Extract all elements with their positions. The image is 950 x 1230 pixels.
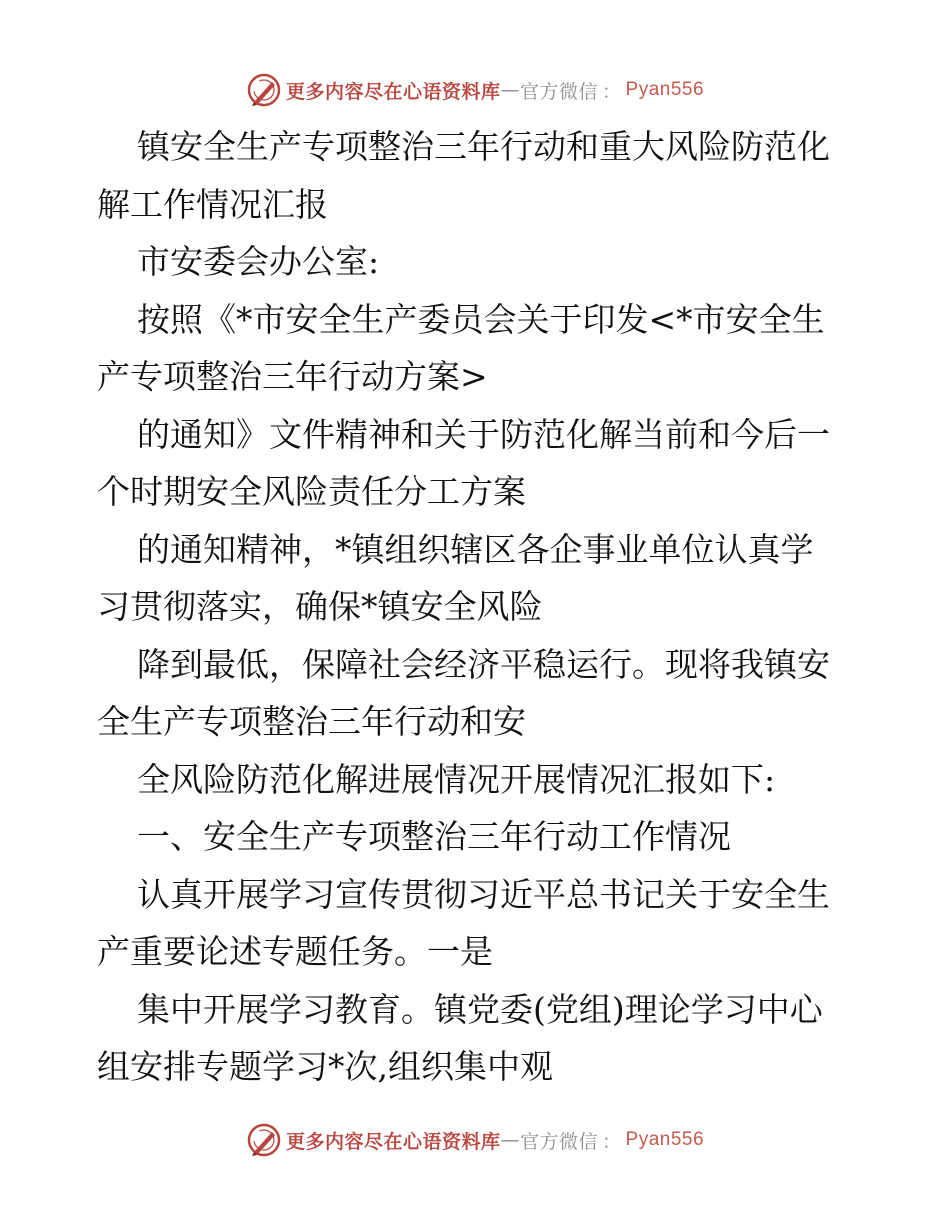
pen-logo-icon xyxy=(246,1122,282,1158)
addressee-line: 市安委会办公室: xyxy=(137,242,380,281)
paragraph-line: 降到最低，保障社会经济平稳运行。现将我镇安 xyxy=(137,644,830,684)
watermark-label: 官方微信 xyxy=(519,1130,598,1153)
paragraph-line: 产重要论述专题任务。一是 xyxy=(97,932,493,971)
watermark-wechat-id: Pyan556 xyxy=(625,79,705,100)
watermark-label: 官方微信 xyxy=(519,80,598,103)
paragraph-line: 全生产专项整治三年行动和安 xyxy=(97,702,526,741)
watermark-dash: — xyxy=(500,79,520,101)
footer-watermark xyxy=(0,1120,950,1160)
paragraph-line: 全风险防范化解进展情况开展情况汇报如下: xyxy=(137,759,776,799)
paragraph-line: 组安排专题学习*次,组织集中观 xyxy=(97,1047,553,1086)
document-body xyxy=(97,118,857,1096)
paragraph-line: 习贯彻落实，确保*镇安全风险 xyxy=(97,587,543,626)
paragraph-line: 集中开展学习教育。镇党委(党组)理论学习中心 xyxy=(137,989,823,1029)
watermark-separator: ： xyxy=(602,1130,622,1153)
watermark-separator: ： xyxy=(602,80,622,103)
paragraph-line: 的通知精神，*镇组织辖区各企事业单位认真学 xyxy=(137,529,814,569)
watermark-dash: — xyxy=(500,1129,520,1151)
pen-logo-icon xyxy=(246,72,282,108)
paragraph-line: 认真开展学习宣传贯彻习近平总书记关于安全生 xyxy=(137,874,830,914)
header-watermark xyxy=(0,70,950,110)
title-line-1: 镇安全生产专项整治三年行动和重大风险防范化 xyxy=(137,127,830,166)
paragraph-line: 产专项整治三年行动方案> xyxy=(97,357,488,396)
watermark-wechat-id: Pyan556 xyxy=(625,1129,705,1150)
section-heading: 一、安全生产专项整治三年行动工作情况 xyxy=(137,817,731,856)
title-line-2: 解工作情况汇报 xyxy=(97,184,328,224)
paragraph-line: 个时期安全风险责任分工方案 xyxy=(97,472,526,511)
watermark-site-text: 更多内容尽在心语资料库 xyxy=(285,1130,501,1153)
paragraph-line: 的通知》文件精神和关于防范化解当前和今后一 xyxy=(137,414,830,454)
watermark-site-text: 更多内容尽在心语资料库 xyxy=(285,80,501,103)
paragraph-line: 按照《*市安全生产委员会关于印发<*市安全生 xyxy=(137,299,825,339)
